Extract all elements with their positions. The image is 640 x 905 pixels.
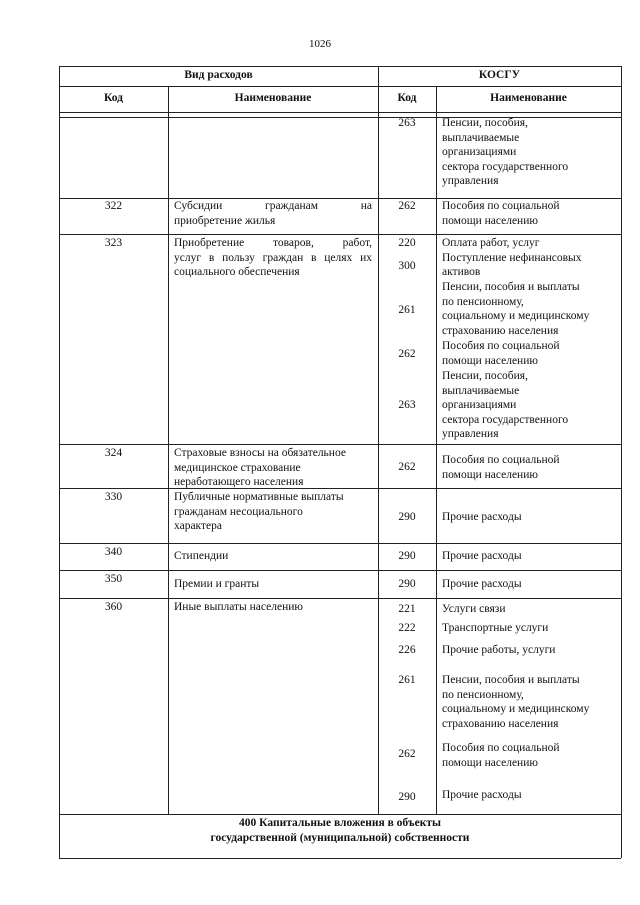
kosgu-name-line: Поступление нефинансовых [442,251,582,264]
kosgu-name-line: выплачиваемые [442,131,520,144]
kosgu-name-line: помощи населению [442,354,538,367]
kosgu-name-line: Оплата работ, услуг [442,237,540,249]
kosgu-name-line: Прочие расходы [442,789,522,801]
row-code: 340 [104,546,123,558]
header-kosgu-name: Наименование [490,92,567,104]
row-name-line: Страховые взносы на обязательное [174,447,346,459]
row-name-line: Стипендии [174,550,229,562]
row-name-line: Субсидии гражданам на [174,200,372,212]
row-code: 322 [104,200,123,212]
kosgu-code: 290 [398,791,416,803]
kosgu-name-line: Пособия по социальной [442,200,560,212]
kosgu-name-line: Транспортные услуги [442,622,549,634]
kosgu-code: 222 [398,622,416,634]
kosgu-name-line: Пособия по социальной [442,340,560,352]
kosgu-name-line: по пенсионному, [442,688,524,701]
kosgu-code: 290 [398,511,416,523]
row-code: 323 [104,237,123,249]
row-code: 330 [104,491,123,503]
kosgu-code: 261 [398,304,416,316]
kosgu-name-line: социальному и медицинскому [442,703,590,715]
kosgu-name-line: Прочие расходы [442,578,522,590]
row-name-line: медицинское страхование [174,461,301,474]
row-name-line: социального обеспечения [174,266,300,278]
row-name-line: приобретение жилья [174,214,276,227]
kosgu-code: 226 [398,644,416,656]
kosgu-code: 290 [398,550,416,562]
kosgu-code: 261 [398,674,416,686]
kosgu-name-line: сектора государственного [442,413,569,426]
kosgu-code: 220 [398,237,416,249]
row-name-line: Приобретение товаров, работ, [174,237,372,249]
row-code: 350 [104,573,123,585]
kosgu-code: 290 [398,578,416,590]
kosgu-name-line: организациями [442,146,517,158]
row-name-line: неработающего населения [174,476,304,488]
row-code: 360 [104,601,123,613]
kosgu-name-line: помощи населению [442,756,538,769]
row-name-line: Публичные нормативные выплаты [174,491,344,503]
kosgu-name-line: выплачиваемые [442,384,520,397]
kosgu-name-line: страхованию населения [442,324,559,337]
row-name-line: Премии и гранты [174,578,260,590]
kosgu-name-line: управления [442,428,499,440]
kosgu-name-line: организациями [442,399,517,411]
row-name-line: Иные выплаты населению [174,601,303,613]
row-name-line: услуг в пользу граждан в целях их [174,251,372,264]
kosgu-name-line: Пенсии, пособия, [442,370,528,382]
kosgu-name-line: Пенсии, пособия, [442,117,528,129]
header-kosgu: КОСГУ [478,69,521,81]
kosgu-name-line: страхованию населения [442,717,559,730]
kosgu-code: 262 [398,348,416,360]
row-name-line: характера [174,520,222,532]
kosgu-name-line: помощи населению [442,214,538,227]
header-vid-raskhodov: Вид расходов [184,69,253,81]
kosgu-name-line: активов [442,266,481,278]
kosgu-code: 221 [398,603,416,615]
kosgu-name-line: управления [442,175,499,187]
section-title-line: государственной (муниципальной) собственности [210,831,470,844]
kosgu-name-line: Пенсии, пособия и выплаты [442,281,580,293]
kosgu-name-line: Пособия по социальной [442,742,560,754]
header-name: Наименование [234,92,312,104]
kosgu-name-line: сектора государственного [442,160,569,173]
kosgu-name-line: Прочие расходы [442,511,522,523]
kosgu-name-line: социальному и медицинскому [442,310,590,322]
header-code: Код [103,92,123,104]
kosgu-code: 262 [398,748,416,760]
page-number: 1026 [309,38,331,50]
kosgu-name-line: помощи населению [442,468,538,481]
row-name-line: гражданам несоциального [174,505,303,518]
section-title-line: 400 Капитальные вложения в объекты [239,817,441,829]
kosgu-code: 262 [398,461,416,473]
kosgu-name-line: Пенсии, пособия и выплаты [442,674,580,686]
kosgu-code: 300 [398,260,416,272]
row-code: 324 [104,447,123,459]
kosgu-name-line: Прочие работы, услуги [442,644,556,656]
kosgu-name-line: Услуги связи [442,603,506,615]
kosgu-name-line: Прочие расходы [442,550,522,562]
kosgu-name-line: по пенсионному, [442,295,524,308]
kosgu-name-line: Пособия по социальной [442,454,560,466]
kosgu-code: 263 [398,117,416,129]
header-kosgu-code: Код [397,92,417,104]
kosgu-code: 263 [398,399,416,411]
kosgu-code: 262 [398,200,416,212]
